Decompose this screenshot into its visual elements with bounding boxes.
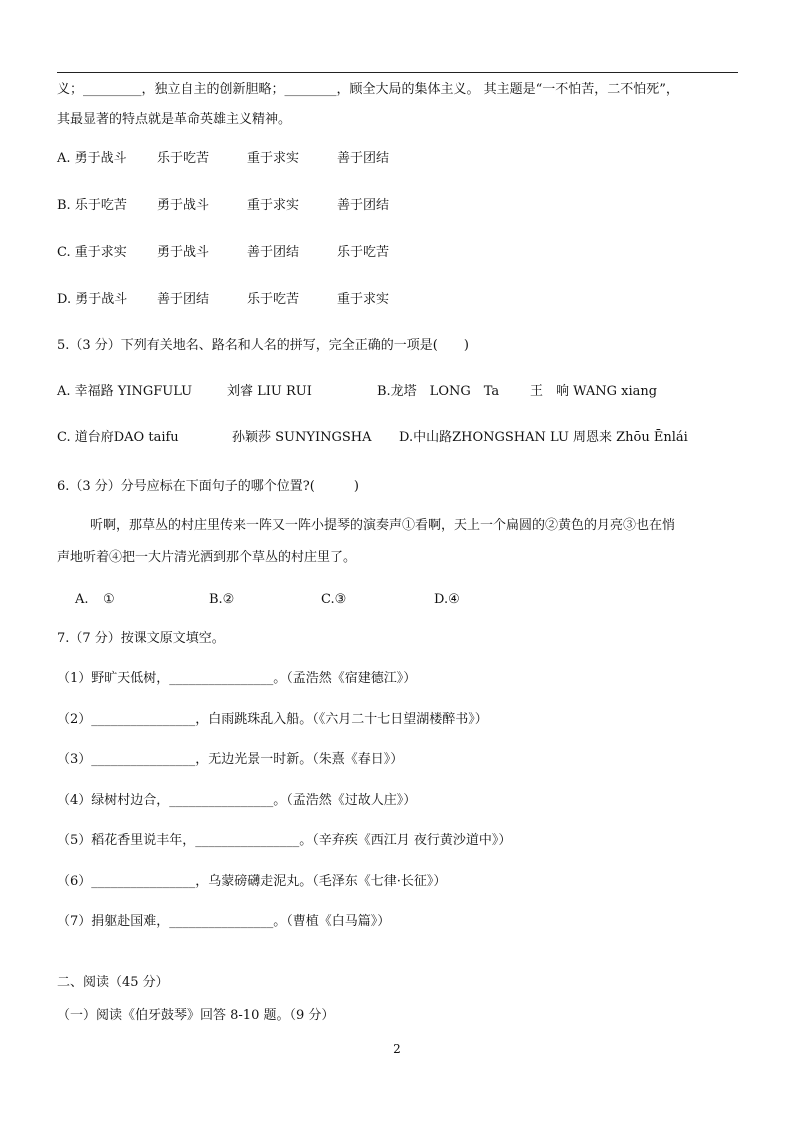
page-number: 2 — [393, 1042, 401, 1056]
q6-passage-line-1: 听啊，那草丛的村庄里传来一阵又一阵小提琴的演奏声①看啊，天上一个扁圆的②黄色的月亮③也在悄 — [90, 518, 676, 533]
q7-stem: 7.（7 分）按课文原文填空。 — [57, 631, 225, 646]
continuation-line-1: 义；_________，独立自主的创新胆略；________，顾全大局的集体主义。 其主题是“一不怕苦，二不怕死”， — [57, 82, 679, 97]
q4-option-d: D. 勇于战斗 善于团结 乐于吃苦 重于求实 — [57, 292, 390, 307]
q7-item-3: （3）________________，无边光景一时新。（朱熹《春日》） — [57, 752, 404, 767]
q6-options: A. ① B.② C.③ D.④ — [75, 592, 460, 607]
q4-option-c: C. 重于求实 勇于战斗 善于团结 乐于吃苦 — [57, 245, 390, 260]
q5-options-row-1: A. 幸福路 YINGFULU 刘睿 LIU RUI B.龙塔 LONG Ta 王 响 WANG xiang — [57, 384, 658, 399]
q7-item-2: （2）________________，白雨跳珠乱入船。（《六月二十七日望湖楼醉书》） — [57, 712, 488, 727]
q6-passage-line-2: 声地听着④把一大片清光洒到那个草丛的村庄里了。 — [57, 550, 357, 565]
q7-item-6: （6）________________，乌蒙磅礴走泥丸。（毛泽东《七律·长征》） — [57, 874, 447, 889]
q7-item-1: （1）野旷天低树，________________。（孟浩然《宿建德江》） — [57, 671, 417, 686]
header-rule — [57, 72, 738, 73]
q7-item-4: （4）绿树村边合，________________。（孟浩然《过故人庄》） — [57, 793, 417, 808]
section-2-subtitle: （一）阅读《伯牙鼓琴》回答 8-10 题。（9 分） — [57, 1008, 335, 1023]
continuation-line-2: 其最显著的特点就是革命英雄主义精神。 — [57, 112, 292, 127]
q4-option-b: B. 乐于吃苦 勇于战斗 重于求实 善于团结 — [57, 198, 390, 213]
q5-options-row-2: C. 道台府DAO taifu 孙颖莎 SUNYINGSHA D.中山路ZHONGSHAN LU 周恩来 Zhōu Ēnlái — [57, 430, 688, 445]
q7-item-5: （5）稻花香里说丰年，________________。（辛弃疾《西江月 夜行黄沙道中》） — [57, 833, 512, 848]
q7-item-7: （7）捐躯赴国难，________________。（曹植《白马篇》） — [57, 914, 391, 929]
section-2-title: 二、阅读（45 分） — [57, 975, 169, 990]
q4-option-a: A. 勇于战斗 乐于吃苦 重于求实 善于团结 — [57, 151, 390, 166]
q5-stem: 5.（3 分）下列有关地名、路名和人名的拼写，完全正确的一项是( ) — [57, 338, 469, 353]
q6-stem: 6.（3 分）分号应标在下面句子的哪个位置?( ) — [57, 479, 359, 494]
